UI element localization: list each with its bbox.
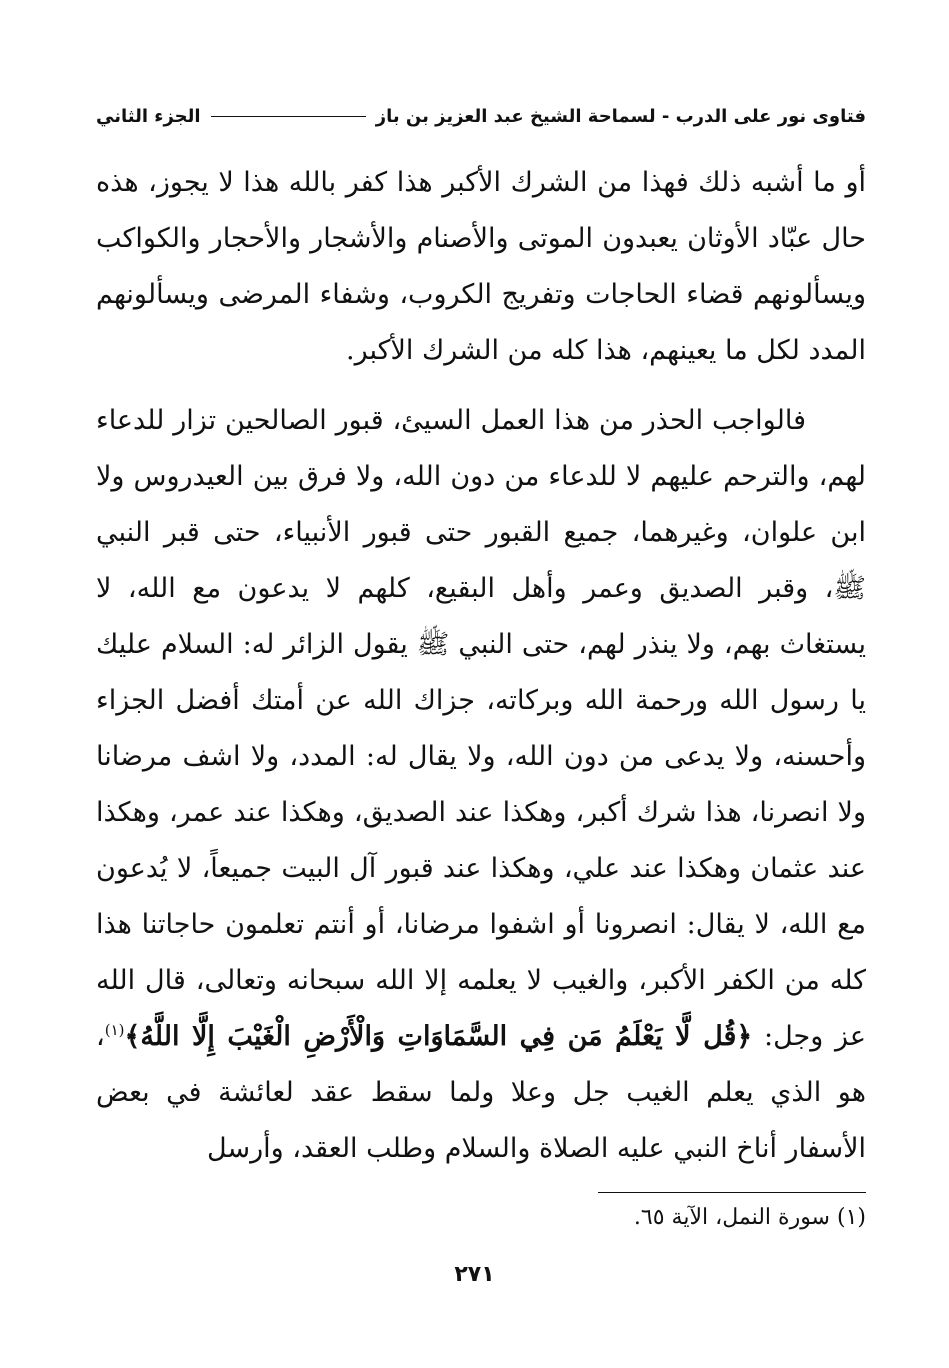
volume-label: الجزء الثاني: [96, 105, 201, 127]
quran-verse: ﴿قُل لَّا يَعْلَمُ مَن فِي السَّمَاوَاتِ وَالْأَرْضِ الْغَيْبَ إِلَّا اللَّهُ﴾: [124, 1021, 753, 1052]
running-header: [96, 96, 866, 136]
book-title: فتاوى نور على الدرب - لسماحة الشيخ عبد العزيز بن باز: [375, 105, 866, 127]
main-text: [96, 155, 866, 1177]
footnote-marker: (١): [104, 1021, 125, 1039]
paragraph-1: أو ما أشبه ذلك فهذا من الشرك الأكبر هذا كفر بالله هذا لا يجوز، هذه حال عبّاد الأوثان يعبدون الموتى والأصنام والأشجار والأحجار والكواكب ويسألونهم قضاء الحاجات وتفريج الكروب، وشفاء المرضى ويسألونهم المدد لكل ما يعينهم، هذا كله من الشرك الأكبر.: [96, 167, 866, 366]
paragraph-2-part-a: فالواجب الحذر من هذا العمل السيئ، قبور الصالحين تزار للدعاء لهم، والترحم عليهم لا للدعاء من دون الله، ولا فرق بين العيدروس ولا ابن علوان، وغيرهما، جميع القبور حتى قبور الأنبياء، حتى قبر النبي ﷺ، وقبر الصديق وعمر وأهل البقيع، كلهم لا يدعون مع الله، لا يستغاث بهم، ولا ينذر لهم، حتى النبي ﷺ يقول الزائر له: السلام عليك يا رسول الله ورحمة الله وبركاته، جزاك الله عن أمتك أفضل الجزاء وأحسنه، ولا يدعى من دون الله، ولا يقال له: المدد، ولا اشف مرضانا ولا انصرنا، هذا شرك أكبر، وهكذا عند الصديق، وهكذا عند عمر، وهكذا عند عثمان وهكذا عند علي، وهكذا عند قبور آل البيت جميعاً، لا يُدعون مع الله، لا يقال: انصرونا أو اشفوا مرضانا، أو أنتم تعلمون حاجاتنا هذا كله من الكفر الأكبر، والغيب لا يعلمه إلا الله سبحانه وتعالى، قال الله عز وجل:: [96, 405, 866, 1052]
header-rule: [211, 116, 366, 117]
page-number: ٢٧١: [454, 1262, 495, 1287]
paragraph-2: [96, 393, 866, 1177]
footnote-rule: [598, 1192, 866, 1193]
paragraph-2-part-b: ، هو الذي يعلم الغيب جل وعلا ولما سقط عقد لعائشة في بعض الأسفار أناخ النبي عليه الصلاة والسلام وطلب العقد، وأرسل: [96, 1021, 866, 1164]
footnote: (١) سورة النمل، الآية ٦٥.: [633, 1205, 866, 1230]
